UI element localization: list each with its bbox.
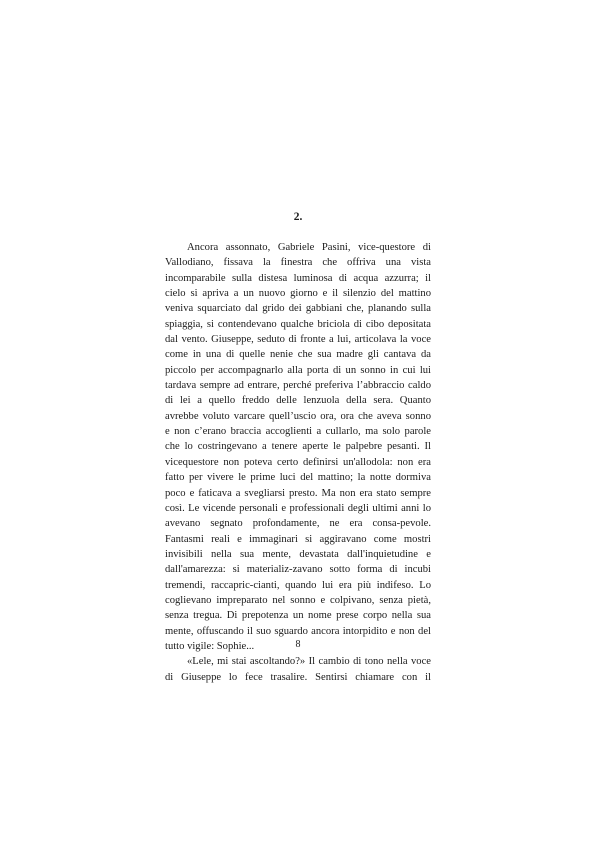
text-line: poco e faticava a svegliarsi presto. Ma non era stato sempre	[165, 487, 431, 499]
text-line: tremendi, raccapric-cianti, quando lui era più indifeso. Lo	[165, 579, 431, 591]
text-line: tutto vigile: Sophie...	[165, 640, 255, 652]
text-line: dal vento. Giuseppe, seduto di fronte a lui, articolava la voce	[165, 334, 431, 346]
text-line: vicequestore non poteva certo definirsi un'allodola: non era	[165, 456, 431, 468]
text-line: che lo costringevano a tenere aperte le palpebre pesanti. Il	[165, 441, 431, 453]
text-line: avrebbe voluto varcare quell’uscio ora, ora che aveva sonno	[165, 410, 431, 422]
text-line: così. Le vicende personali e professionali degli ultimi anni lo	[165, 502, 431, 514]
text-line: Ancora assonnato, Gabriele Pasini, vice-questore di	[187, 242, 431, 253]
text-line: fatto per vivere le prime luci del mattino; la notte dormiva	[165, 472, 431, 484]
chapter-heading: 2.	[293, 211, 303, 223]
text-line: dall'amarezza: si materializ-zavano sotto forma di incubi	[165, 564, 431, 576]
text-line: spiaggia, si contendevano qualche briciola di cibo depositata	[165, 318, 431, 330]
page-number: 8	[295, 639, 301, 650]
text-line: avevano segnato profondamente, ne era consa-pevole.	[165, 518, 431, 530]
text-line: Vallodiano, fissava la finestra che offriva una vista	[165, 257, 431, 269]
text-line: di lei a quello freddo delle lenzuola della sera. Quanto	[165, 395, 431, 407]
text-line: tardava sempre ad entrare, perché preferiva l’abbraccio caldo	[165, 380, 431, 392]
text-line: piccolo per accompagnarlo alla porta di un sonno in cui lui	[165, 364, 431, 376]
text-line: coglievano impreparato nel sonno e colpivano, senza pietà,	[165, 594, 431, 606]
text-line: veniva squarciato dal grido dei gabbiani che, planando sulla	[165, 303, 431, 315]
text-line: cielo si apriva a un nuovo giorno e il silenzio del mattino	[165, 288, 431, 300]
text-line: come in una di quelle nenie che sua madre gli cantava da	[165, 349, 431, 361]
body-text	[165, 240, 431, 685]
text-line: e non c’erano braccia accoglienti a cullarlo, ma solo parole	[165, 426, 431, 438]
text-line: mente, offuscando il suo sguardo ancora intorpidito e non del	[165, 625, 431, 637]
text-line: Fantasmi reali e immaginari si aggiravano come mostri	[165, 533, 431, 545]
text-line: senza tregua. Di prepotenza un nome prese corpo nella sua	[165, 610, 431, 622]
text-line: invisibili nella sua mente, devastata dall'inquietudine e	[165, 548, 431, 560]
text-line: incomparabile sulla distesa luminosa di acqua azzurra; il	[165, 272, 431, 284]
text-line: di Giuseppe lo fece trasalire. Sentirsi chiamare con il	[165, 671, 431, 683]
text-line: «Lele, mi stai ascoltando?» Il cambio di tono nella voce	[187, 656, 431, 668]
